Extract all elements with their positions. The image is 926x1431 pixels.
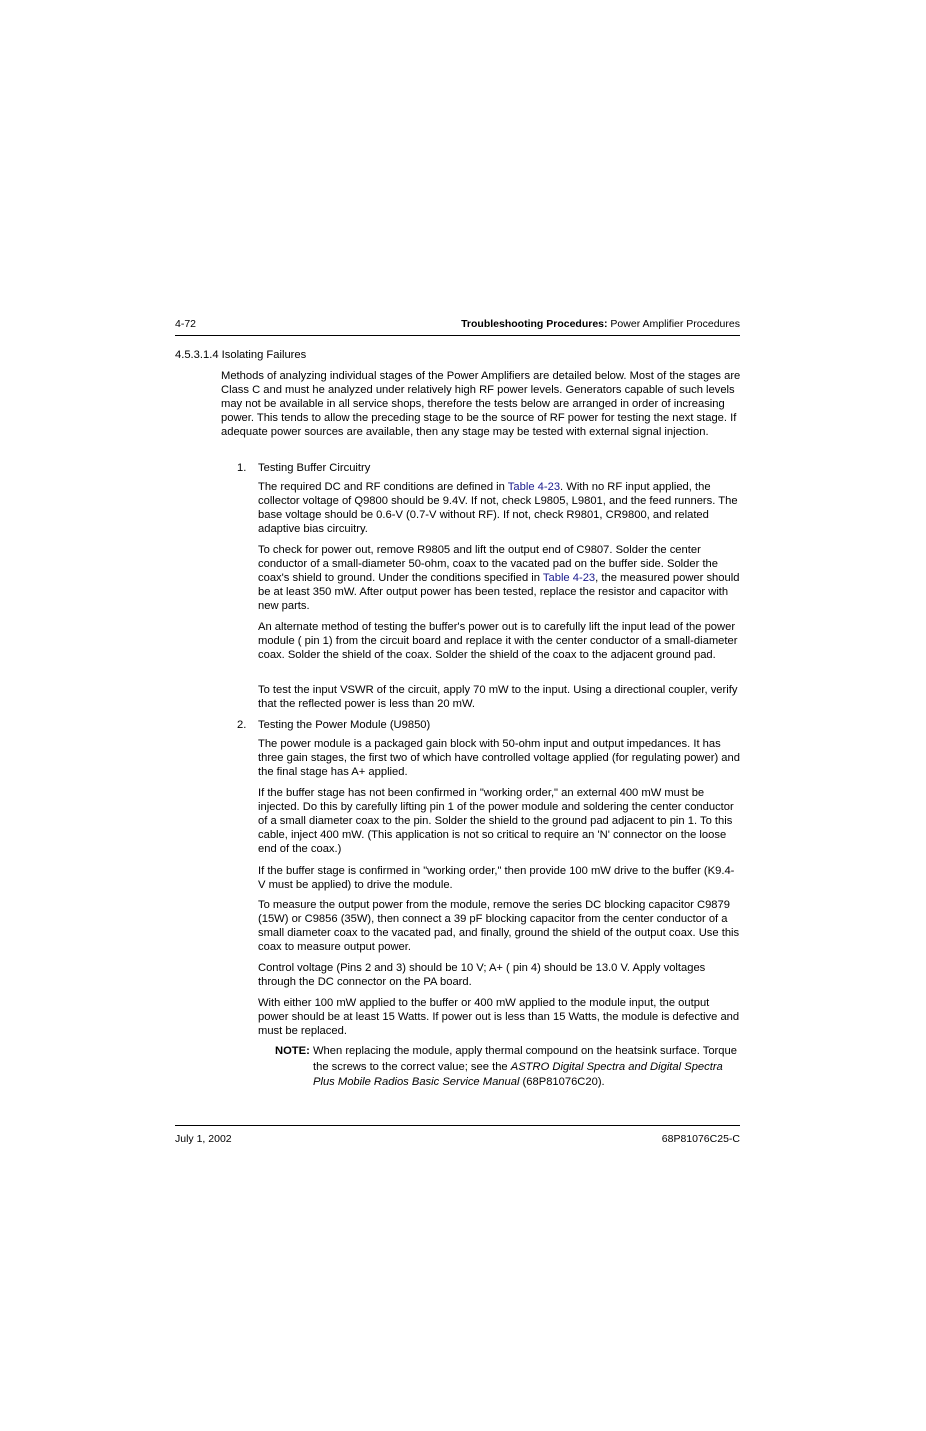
paragraph-text: To check for power out, remove R9805 and lift the output end of C9807. Solder the center conductor of a small-diameter 50-ohm, coax to the vacated pad on the buffer side. Solder the coax's shield to ground. Under the conditions specified in (258, 544, 718, 584)
paragraph-text: , the measured power should be at least 350 mW. After output power has been tested, replace the resistor and capacitor with new parts. (258, 572, 740, 612)
step-1-paragraph-1 (258, 480, 740, 536)
running-title (461, 316, 740, 332)
paragraph-text: The required DC and RF conditions are defined in (258, 481, 508, 493)
step-label: Testing the Power Module (U9850) (258, 719, 431, 731)
page-footer (175, 1131, 740, 1147)
note-label: NOTE: (275, 1045, 310, 1057)
paragraph-text: If the buffer stage is confirmed in "working order," then provide 100 mW drive to the buffer (K9.4-V must be applied) to drive the module. (258, 865, 735, 891)
paragraph-text: To measure the output power from the module, remove the series DC blocking capacitor C9879 (15W) or C9856 (35W), then connect a 39 pF blocking capacitor from the center conductor of a small diameter coax to the vacated pad, and finally, ground the shield of the output coax. Use this coax to measure output power. (258, 899, 740, 953)
step-2-paragraph-3 (258, 864, 740, 892)
step-1-paragraph-2 (258, 543, 740, 613)
step-number: 2. (237, 719, 247, 731)
footer-rule (175, 1125, 740, 1126)
paragraph-text: The power module is a packaged gain block with 50-ohm input and output impedances. It has three gain stages, the first two of which have controlled voltage applied (for regulating power) and the final stage has A+ applied. (258, 738, 740, 778)
paragraph-text: With either 100 mW applied to the buffer or 400 mW applied to the module input, the output power should be at least 15 Watts. If power out is less than 15 Watts, the module is defective and must be replaced. (258, 997, 740, 1037)
document-id: 68P81076C25-C (661, 1133, 740, 1145)
step-1-paragraph-4 (258, 683, 740, 711)
step-2-paragraph-6 (258, 996, 740, 1038)
paragraph-text: Control voltage (Pins 2 and 3) should be 10 V; A+ ( pin 4) should be 13.0 V. Apply voltages through the DC connector on the PA board. (258, 962, 706, 988)
section-heading: 4.5.3.1.4 Isolating Failures (175, 349, 307, 361)
step-2-paragraph-1 (258, 737, 740, 779)
paragraph-text: An alternate method of testing the buffer's power out is to carefully lift the input lead of the power module ( pin 1) from the circuit board and replace it with the center conductor of a small-diameter coax. Solder the shield of the coax. Solder the shield of the coax to the adjacent ground pad. (258, 621, 738, 661)
step-2-paragraph-4 (258, 898, 740, 954)
header-rule (175, 335, 740, 336)
step-2-paragraph-5 (258, 961, 740, 989)
step-label: Testing Buffer Circuitry (258, 462, 371, 474)
running-title-bold: Troubleshooting Procedures: (461, 318, 608, 330)
step-1-paragraph-3 (258, 620, 740, 662)
manual-title: ASTRO Digital Spectra and Digital Spectra Plus Mobile Radios Basic Service Manual (313, 1060, 723, 1088)
intro-paragraph: Methods of analyzing individual stages of the Power Amplifiers are detailed below. Most of the stages are Class C and must he analyzed under relatively high RF power levels. Generators capable of such levels may not be available in all service shops, therefore the tests below are arranged in order of increasing power. This tends to allow the preceding stage to be the source of RF power for testing the next stage. If adequate power sources are available, then any stage may be tested with external signal injection. (221, 370, 741, 438)
intro-paragraph-block (221, 369, 741, 446)
running-title-rest: Power Amplifier Procedures (607, 318, 740, 330)
paragraph-text: . With no RF input applied, the collector voltage of Q9800 should be 9.4V. If not, check L9805, L9801, and the feed runners. The base voltage should be 0.6-V (0.7-V without RF). If not, check R9801, CR9800, and related adaptive bias circuitry. (258, 481, 738, 535)
paragraph-text: To test the input VSWR of the circuit, apply 70 mW to the input. Using a directional coupler, verify that the reflected power is less than 20 mW. (258, 684, 738, 710)
step-2-paragraph-2 (258, 786, 740, 856)
page-header (175, 316, 740, 332)
table-link[interactable]: Table 4-23 (507, 481, 561, 493)
step-number: 1. (237, 462, 247, 474)
table-link[interactable]: Table 4-23 (542, 572, 596, 584)
paragraph-text: If the buffer stage has not been confirmed in "working order," an external 400 mW must be injected. Do this by carefully lifting pin 1 of the power module and soldering the center conductor of a small diameter coax to the pin. Solder the shield to the ground pad adjacent to pin 1. To this cable, inject 400 mW. (This application is not so critical to require an 'N' connector on the loose end of the coax.) (258, 787, 734, 855)
page-number: 4-72 (175, 318, 197, 330)
footer-date: July 1, 2002 (175, 1133, 232, 1145)
note-text: When replacing the module, apply thermal compound on the heatsink surface. Torque the screws to the correct value; see the ASTRO Digital Spectra and Digital Spectra Plus Mobile Radios Basic Service Manual (68P81076C20). (313, 1045, 737, 1088)
